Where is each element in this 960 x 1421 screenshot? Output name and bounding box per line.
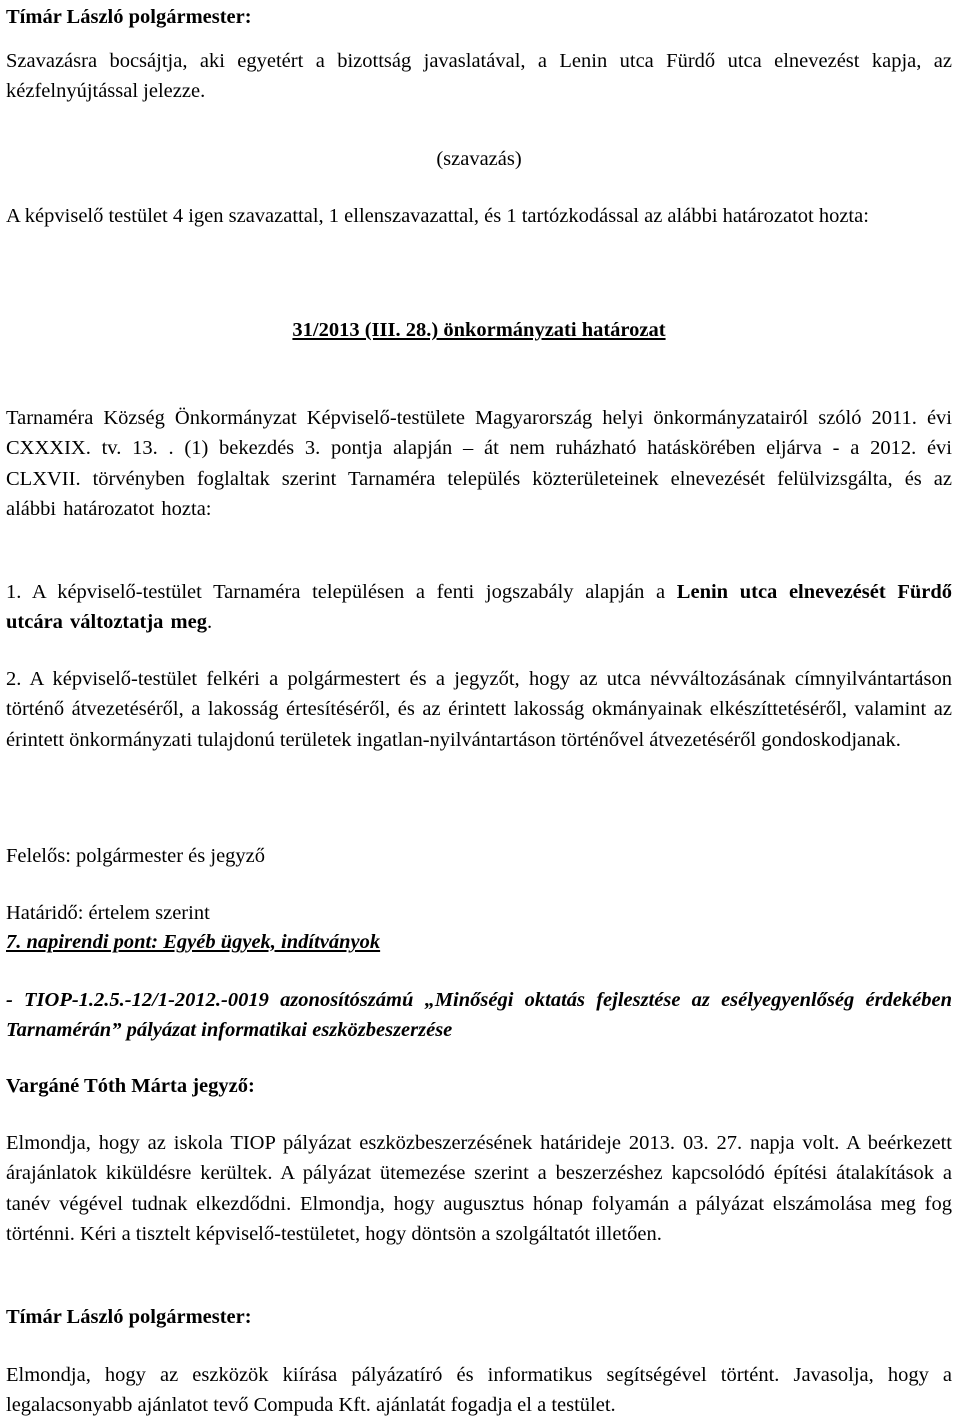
- resolution-title: 31/2013 (III. 28.) önkormányzati határozat: [292, 319, 666, 341]
- paragraph-vote-result: A képviselő testület 4 igen szavazattal, 1 ellenszavazattal, és 1 tartózkodással az alábbi határozatot hozta:: [6, 205, 869, 227]
- responsible-line: Felelős: polgármester és jegyző: [6, 845, 266, 867]
- speaker-heading-mayor: Tímár László polgármester:: [6, 6, 252, 28]
- resolution-item-1: [6, 577, 952, 638]
- speaker-heading-notary: Vargáné Tóth Márta jegyző:: [6, 1075, 255, 1097]
- vote-note: (szavazás): [436, 148, 522, 170]
- item1-bold-text: Lenin utca elnevezését Fürdő utcára változtatja meg: [6, 581, 953, 634]
- paragraph-resolution-body: Tarnaméra Község Önkormányzat Képviselő-testülete Magyarország helyi önkormányzatairól szóló 2011. évi CXXXIX. tv. 13. . (1) bekezdés 3. pontja alapján – át nem ruházható hatáskörében eljárva - a 2012. évi CLXVII. törvényben foglaltak szerint Tarnaméra település közterületeinek elnevezését felülvizsgálta, és az alábbi határozatot hozta:: [6, 407, 952, 520]
- tiop-project-title: - TIOP-1.2.5.-12/1-2012.-0019 azonosítószámú „Minőségi oktatás fejlesztése az esélyegyenlőség érdekében Tarnamérán” pályázat informatikai eszközbeszerzése: [6, 989, 952, 1042]
- speaker-heading-mayor-2: Tímár László polgármester:: [6, 1306, 252, 1328]
- paragraph-vote-call: Szavazásra bocsájtja, aki egyetért a bizottság javaslatával, a Lenin utca Fürdő utca elnevezést kapja, az kézfelnyújtással jelezze.: [6, 50, 952, 103]
- item1-end: .: [206, 611, 213, 634]
- resolution-item-2: 2. A képviselő-testület felkéri a polgármestert és a jegyzőt, hogy az utca névváltozásának címnyilvántartáson történő átvezetéséről, a lakosság értesítéséről, és az érintett lakosság okmányainak elkészíttetéséről, valamint az érintett önkormányzati tulajdonú területek ingatlan-nyilvántartáson történővel átvezetéséről gondoskodjanak.: [6, 668, 952, 751]
- deadline-line: Határidő: értelem szerint: [6, 902, 210, 924]
- paragraph-notary-report: Elmondja, hogy az iskola TIOP pályázat eszközbeszerzésének határideje 2013. 03. 27. napja volt. A beérkezett árajánlatok kiküldésre kerültek. A pályázat ütemezése szerint a beszerzéshez kapcsolódó építési átalakítások a tanév végével tudnak elkezdődni. Elmondja, hogy augusztus hónap folyamán a pályázat elszámolása meg fog történni. Kéri a tisztelt képviselő-testületet, hogy döntsön a szolgáltatót illetően.: [6, 1132, 952, 1245]
- item1-text: 1. A képviselő-testület Tarnaméra településen a fenti jogszabály alapján a: [6, 581, 677, 603]
- paragraph-mayor-proposal: Elmondja, hogy az eszközök kiírása pályázatíró és informatikus segítségével történt. Javasolja, hogy a legalacsonyabb ajánlatot tevő Compuda Kft. ajánlatát fogadja el a testület.: [6, 1364, 952, 1417]
- agenda-heading: 7. napirendi pont: Egyéb ügyek, indítványok: [6, 931, 381, 953]
